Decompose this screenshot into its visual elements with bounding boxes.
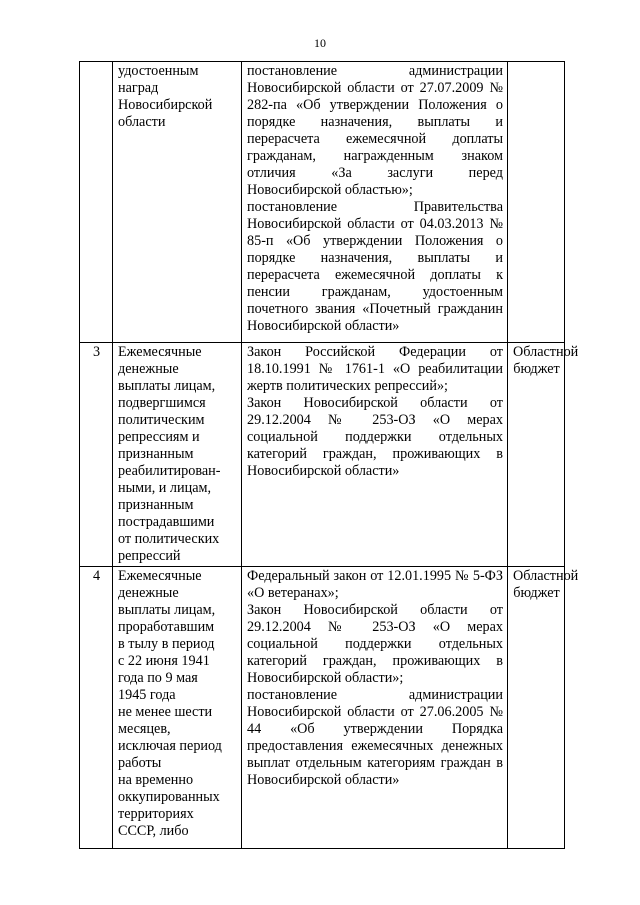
measure-line: области [118, 114, 166, 130]
measure-line: выплаты лицам, [118, 602, 216, 618]
measure-line: в тылу в период [118, 636, 215, 652]
measure-line: территориях [118, 806, 194, 822]
legal-act: Закон Российской Федерации от 18.10.1991 № 1761-1 «О реабилитации жертв политических репрессий»; [247, 344, 503, 394]
legal-act: постановление Правительства Новосибирской области от 04.03.2013 № 85-п «Об утверждении Положения о порядке назначения, выплаты и перерасчета ежемесячной доплаты к пенсии гражданам, удостоенным почетного звания «Почетный гражданин Новосибирской области» [247, 199, 503, 334]
page-number: 10 [314, 36, 326, 50]
funding-source-cell [508, 62, 565, 343]
legal-basis-cell [242, 567, 508, 849]
measure-line: признанным [118, 446, 194, 462]
measure-line: Ежемесячные [118, 568, 202, 584]
measure-line: подвергшимся [118, 395, 206, 411]
measure-line: репрессиям и [118, 429, 200, 445]
measure-line: удостоенным [118, 63, 199, 79]
measure-line: проработавшим [118, 619, 215, 635]
measure-line: Новосибирской [118, 97, 213, 113]
measure-line: на временно [118, 772, 194, 788]
measure-cell [113, 343, 242, 567]
measure-line: выплаты лицам, [118, 378, 216, 394]
table-row [80, 343, 565, 567]
row-number-cell: 4 [80, 567, 113, 849]
legal-basis-cell [242, 62, 508, 343]
table-row [80, 567, 565, 849]
legal-act: Федеральный закон от 12.01.1995 № 5-ФЗ «О ветеранах»; [247, 568, 503, 601]
legal-act: Закон Новосибирской области от 29.12.2004 № 253-ОЗ «О мерах социальной поддержки отдельных категорий граждан, проживающих в Новосибирской области»; [247, 602, 503, 686]
measure-line: денежные [118, 585, 179, 601]
measure-line: исключая период [118, 738, 222, 754]
measure-line: оккупированных [118, 789, 220, 805]
measure-line: репрессий [118, 548, 181, 564]
table-row [80, 62, 565, 343]
measure-line: года по 9 мая [118, 670, 198, 686]
measure-line: Ежемесячные [118, 344, 202, 360]
row-number-cell [80, 62, 113, 343]
measure-line: СССР, либо [118, 823, 189, 839]
measure-line: работы [118, 755, 162, 771]
legal-act: постановление администрации Новосибирской области от 27.06.2005 № 44 «Об утверждении Порядка предоставления ежемесячных денежных выплат отдельным категориям граждан в Новосибирской области» [247, 687, 503, 788]
measure-line: месяцев, [118, 721, 171, 737]
measure-line: пострадавшими [118, 514, 215, 530]
benefits-table [79, 61, 579, 849]
measure-line: с 22 июня 1941 [118, 653, 210, 669]
funding-source-cell: Областной бюджет [508, 343, 565, 567]
measure-line: признанным [118, 497, 194, 513]
measure-cell [113, 567, 242, 849]
measure-line: наград [118, 80, 159, 96]
measure-line: от политических [118, 531, 220, 547]
measure-line: реабилитирован- [118, 463, 221, 479]
legal-act: постановление администрации Новосибирской области от 27.07.2009 № 282-па «Об утверждении Положения о порядке назначения, выплаты и перерасчета ежемесячной доплаты гражданам, награжденным знаком отличия «За заслуги перед Новосибирской областью»; [247, 63, 503, 198]
legal-basis-cell [242, 343, 508, 567]
measure-line: политическим [118, 412, 205, 428]
measure-line: 1945 года [118, 687, 176, 703]
measure-line: не менее шести [118, 704, 213, 720]
measure-cell [113, 62, 242, 343]
row-number-cell: 3 [80, 343, 113, 567]
measure-line: денежные [118, 361, 179, 377]
funding-source-cell: Областной бюджет [508, 567, 565, 849]
measure-line: ными, и лицам, [118, 480, 212, 496]
legal-act: Закон Новосибирской области от 29.12.2004 № 253-ОЗ «О мерах социальной поддержки отдельных категорий граждан, проживающих в Новосибирской области» [247, 395, 503, 479]
